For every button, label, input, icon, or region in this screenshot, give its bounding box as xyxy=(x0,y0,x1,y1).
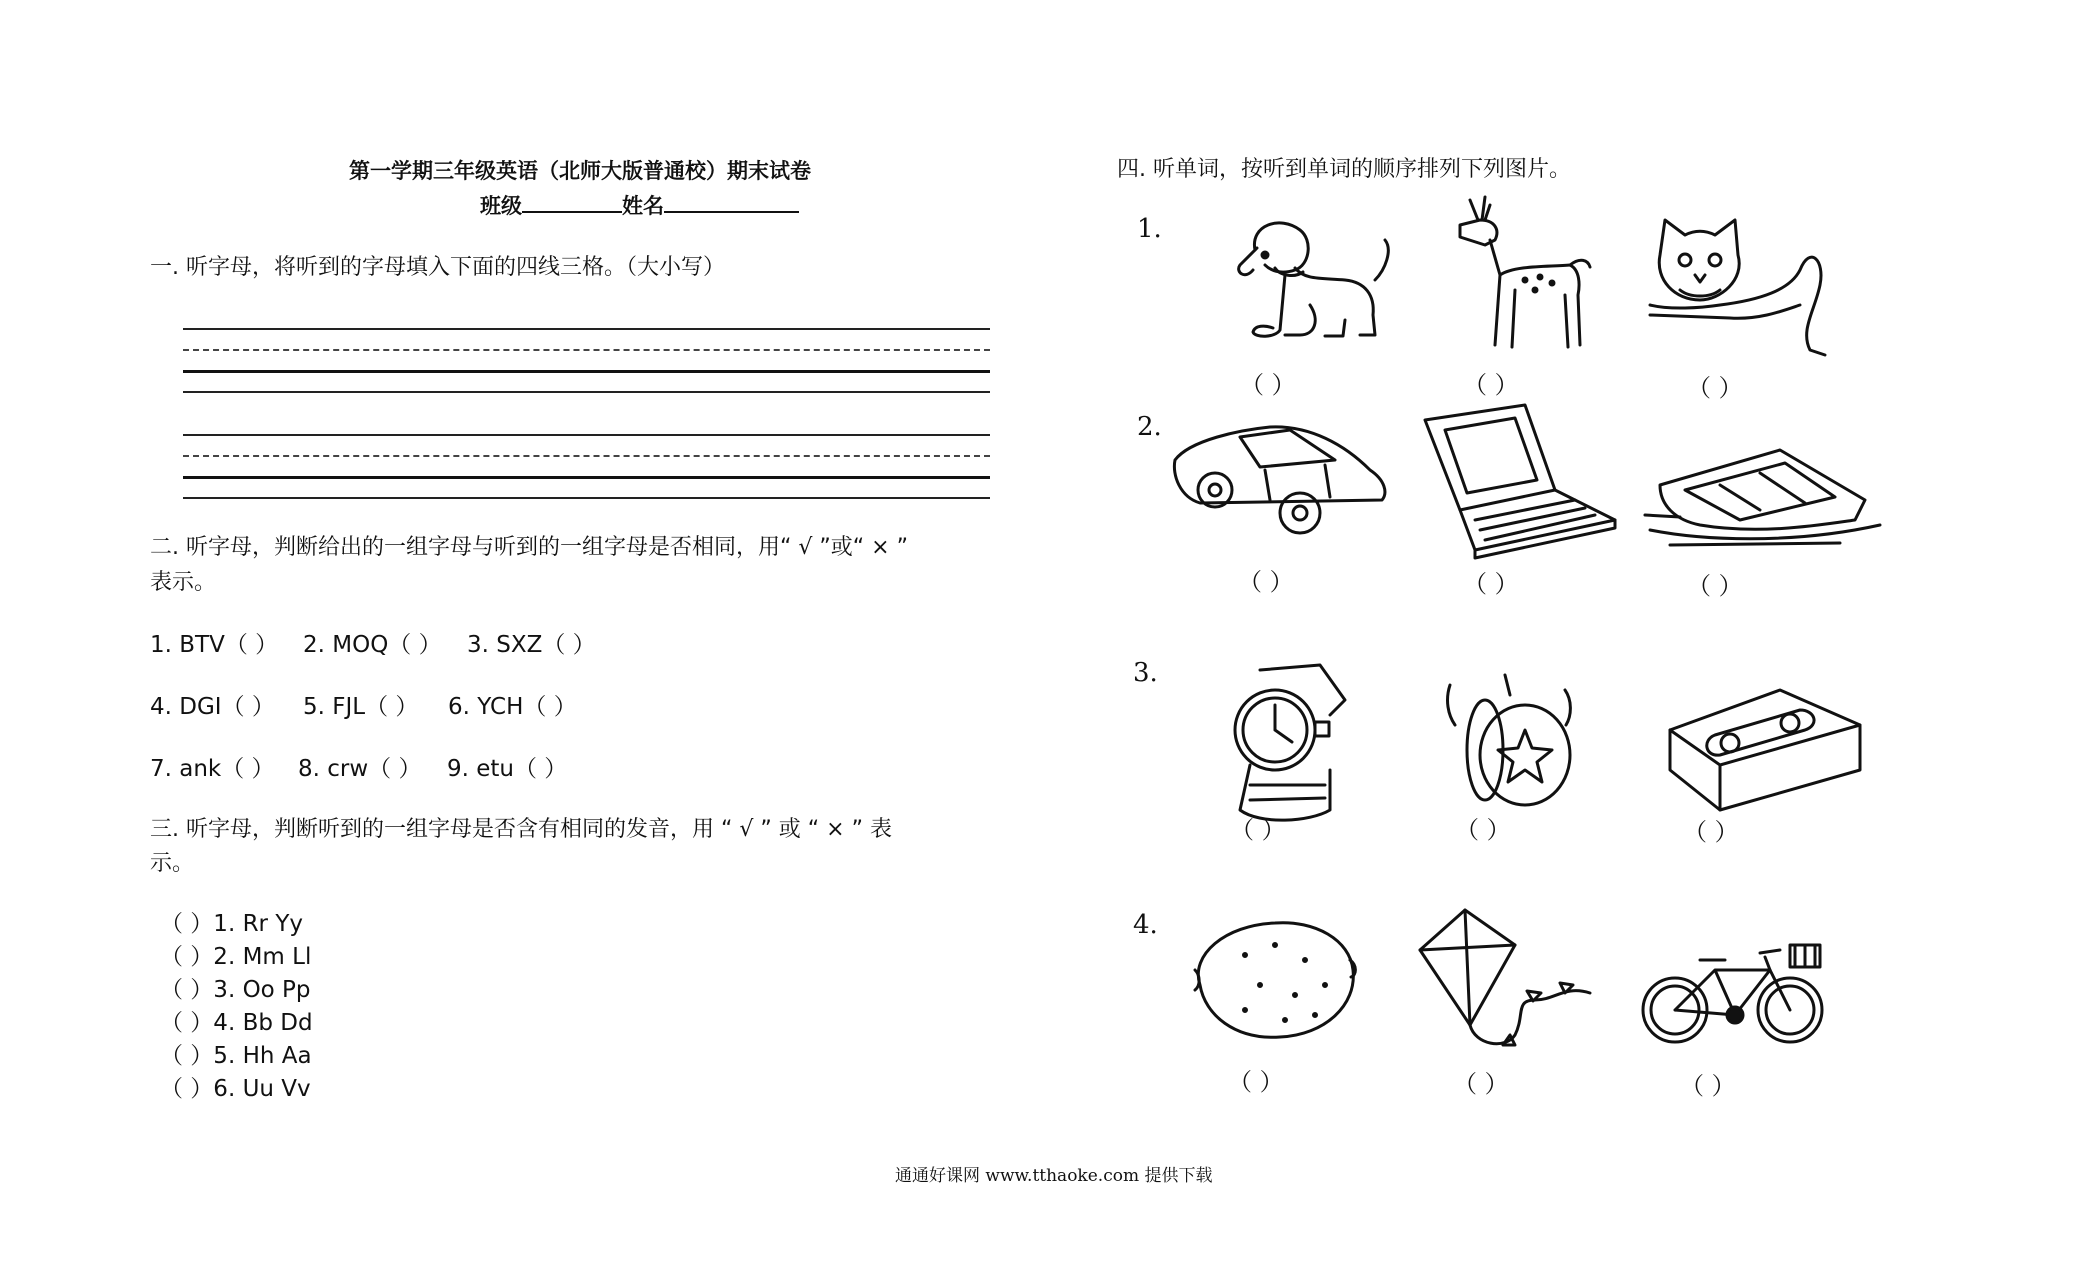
answer-paren-1-1[interactable]: （ ） xyxy=(1240,371,1296,399)
answer-paren-4-1[interactable]: （ ） xyxy=(1228,1068,1284,1096)
grid-line xyxy=(183,455,990,457)
group-number-4: 4. xyxy=(1133,910,1158,940)
page-title: 第一学期三年级英语（北师大版普通校）期末试卷 xyxy=(349,158,811,183)
section2-instruction-cont: 表示。 xyxy=(150,570,217,595)
section3-instruction: 三. 听字母，判断听到的一组字母是否含有相同的发音，用 “ √ ” 或 “ × ” 表 xyxy=(150,817,892,842)
answer-paren-3-3[interactable]: （ ） xyxy=(1683,818,1739,846)
dog-icon xyxy=(1225,210,1395,350)
lemon-icon xyxy=(1185,915,1360,1045)
kite-icon xyxy=(1415,905,1595,1055)
question-9[interactable]: 9. etu（ ） xyxy=(447,756,568,782)
question-1[interactable]: 1. BTV（ ） xyxy=(150,632,279,658)
class-blank[interactable] xyxy=(522,191,622,213)
laptop-icon xyxy=(1415,400,1625,560)
grid-line xyxy=(183,434,990,436)
cassette-icon xyxy=(1660,685,1870,815)
group-number-2: 2. xyxy=(1137,412,1162,442)
deer-icon xyxy=(1440,195,1600,355)
question-2[interactable]: 2. MOQ（ ） xyxy=(303,632,442,658)
question-3[interactable]: 3. SXZ（ ） xyxy=(467,632,596,658)
car-icon xyxy=(1170,415,1390,540)
grid-line xyxy=(183,391,990,393)
section1-instruction: 一. 听字母，将听到的字母填入下面的四线三格。（大小写） xyxy=(150,255,725,280)
sound-item-1[interactable]: （ ）1. Rr Yy xyxy=(160,911,303,937)
grid-line xyxy=(183,476,990,479)
name-blank[interactable] xyxy=(664,191,799,213)
cat-icon xyxy=(1640,210,1830,360)
sound-item-3[interactable]: （ ）3. Oo Pp xyxy=(160,977,311,1003)
answer-paren-3-2[interactable]: （ ） xyxy=(1455,816,1511,844)
question-6[interactable]: 6. YCH（ ） xyxy=(448,694,577,720)
sound-item-5[interactable]: （ ）5. Hh Aa xyxy=(160,1043,312,1069)
student-info xyxy=(480,190,799,220)
question-4[interactable]: 4. DGI（ ） xyxy=(150,694,275,720)
group-number-1: 1. xyxy=(1137,214,1162,244)
group-number-3: 3. xyxy=(1133,658,1158,688)
sound-item-2[interactable]: （ ）2. Mm Ll xyxy=(160,944,312,970)
grid-line xyxy=(183,370,990,373)
section3-instruction-cont: 示。 xyxy=(150,851,195,876)
answer-paren-4-2[interactable]: （ ） xyxy=(1453,1070,1509,1098)
name-label: 姓名 xyxy=(622,193,664,218)
section4-instruction: 四. 听单词，按听到单词的顺序排列下列图片。 xyxy=(1117,157,1571,182)
sound-item-6[interactable]: （ ）6. Uu Vv xyxy=(160,1076,311,1102)
question-5[interactable]: 5. FJL（ ） xyxy=(303,694,419,720)
answer-paren-2-2[interactable]: （ ） xyxy=(1463,570,1519,598)
grid-line xyxy=(183,497,990,499)
grid-line xyxy=(183,328,990,330)
bicycle-icon xyxy=(1640,935,1830,1055)
answer-paren-4-3[interactable]: （ ） xyxy=(1680,1072,1736,1100)
boat-icon xyxy=(1640,445,1890,555)
section2-instruction: 二. 听字母，判断给出的一组字母与听到的一组字母是否相同，用“ √ ”或“ × ” xyxy=(150,535,909,560)
answer-paren-1-2[interactable]: （ ） xyxy=(1463,371,1519,399)
sound-item-4[interactable]: （ ）4. Bb Dd xyxy=(160,1010,313,1036)
yoyo-icon xyxy=(1440,670,1580,820)
grid-line xyxy=(183,349,990,351)
answer-paren-1-3[interactable]: （ ） xyxy=(1687,374,1743,402)
class-label: 班级 xyxy=(480,193,522,218)
answer-paren-2-1[interactable]: （ ） xyxy=(1238,568,1294,596)
footer-source: 通通好课网 www.tthaoke.com 提供下载 xyxy=(895,1166,1213,1186)
answer-paren-3-1[interactable]: （ ） xyxy=(1230,816,1286,844)
question-7[interactable]: 7. ank（ ） xyxy=(150,756,275,782)
question-8[interactable]: 8. crw（ ） xyxy=(298,756,422,782)
answer-paren-2-3[interactable]: （ ） xyxy=(1687,572,1743,600)
watch-icon xyxy=(1220,660,1360,830)
